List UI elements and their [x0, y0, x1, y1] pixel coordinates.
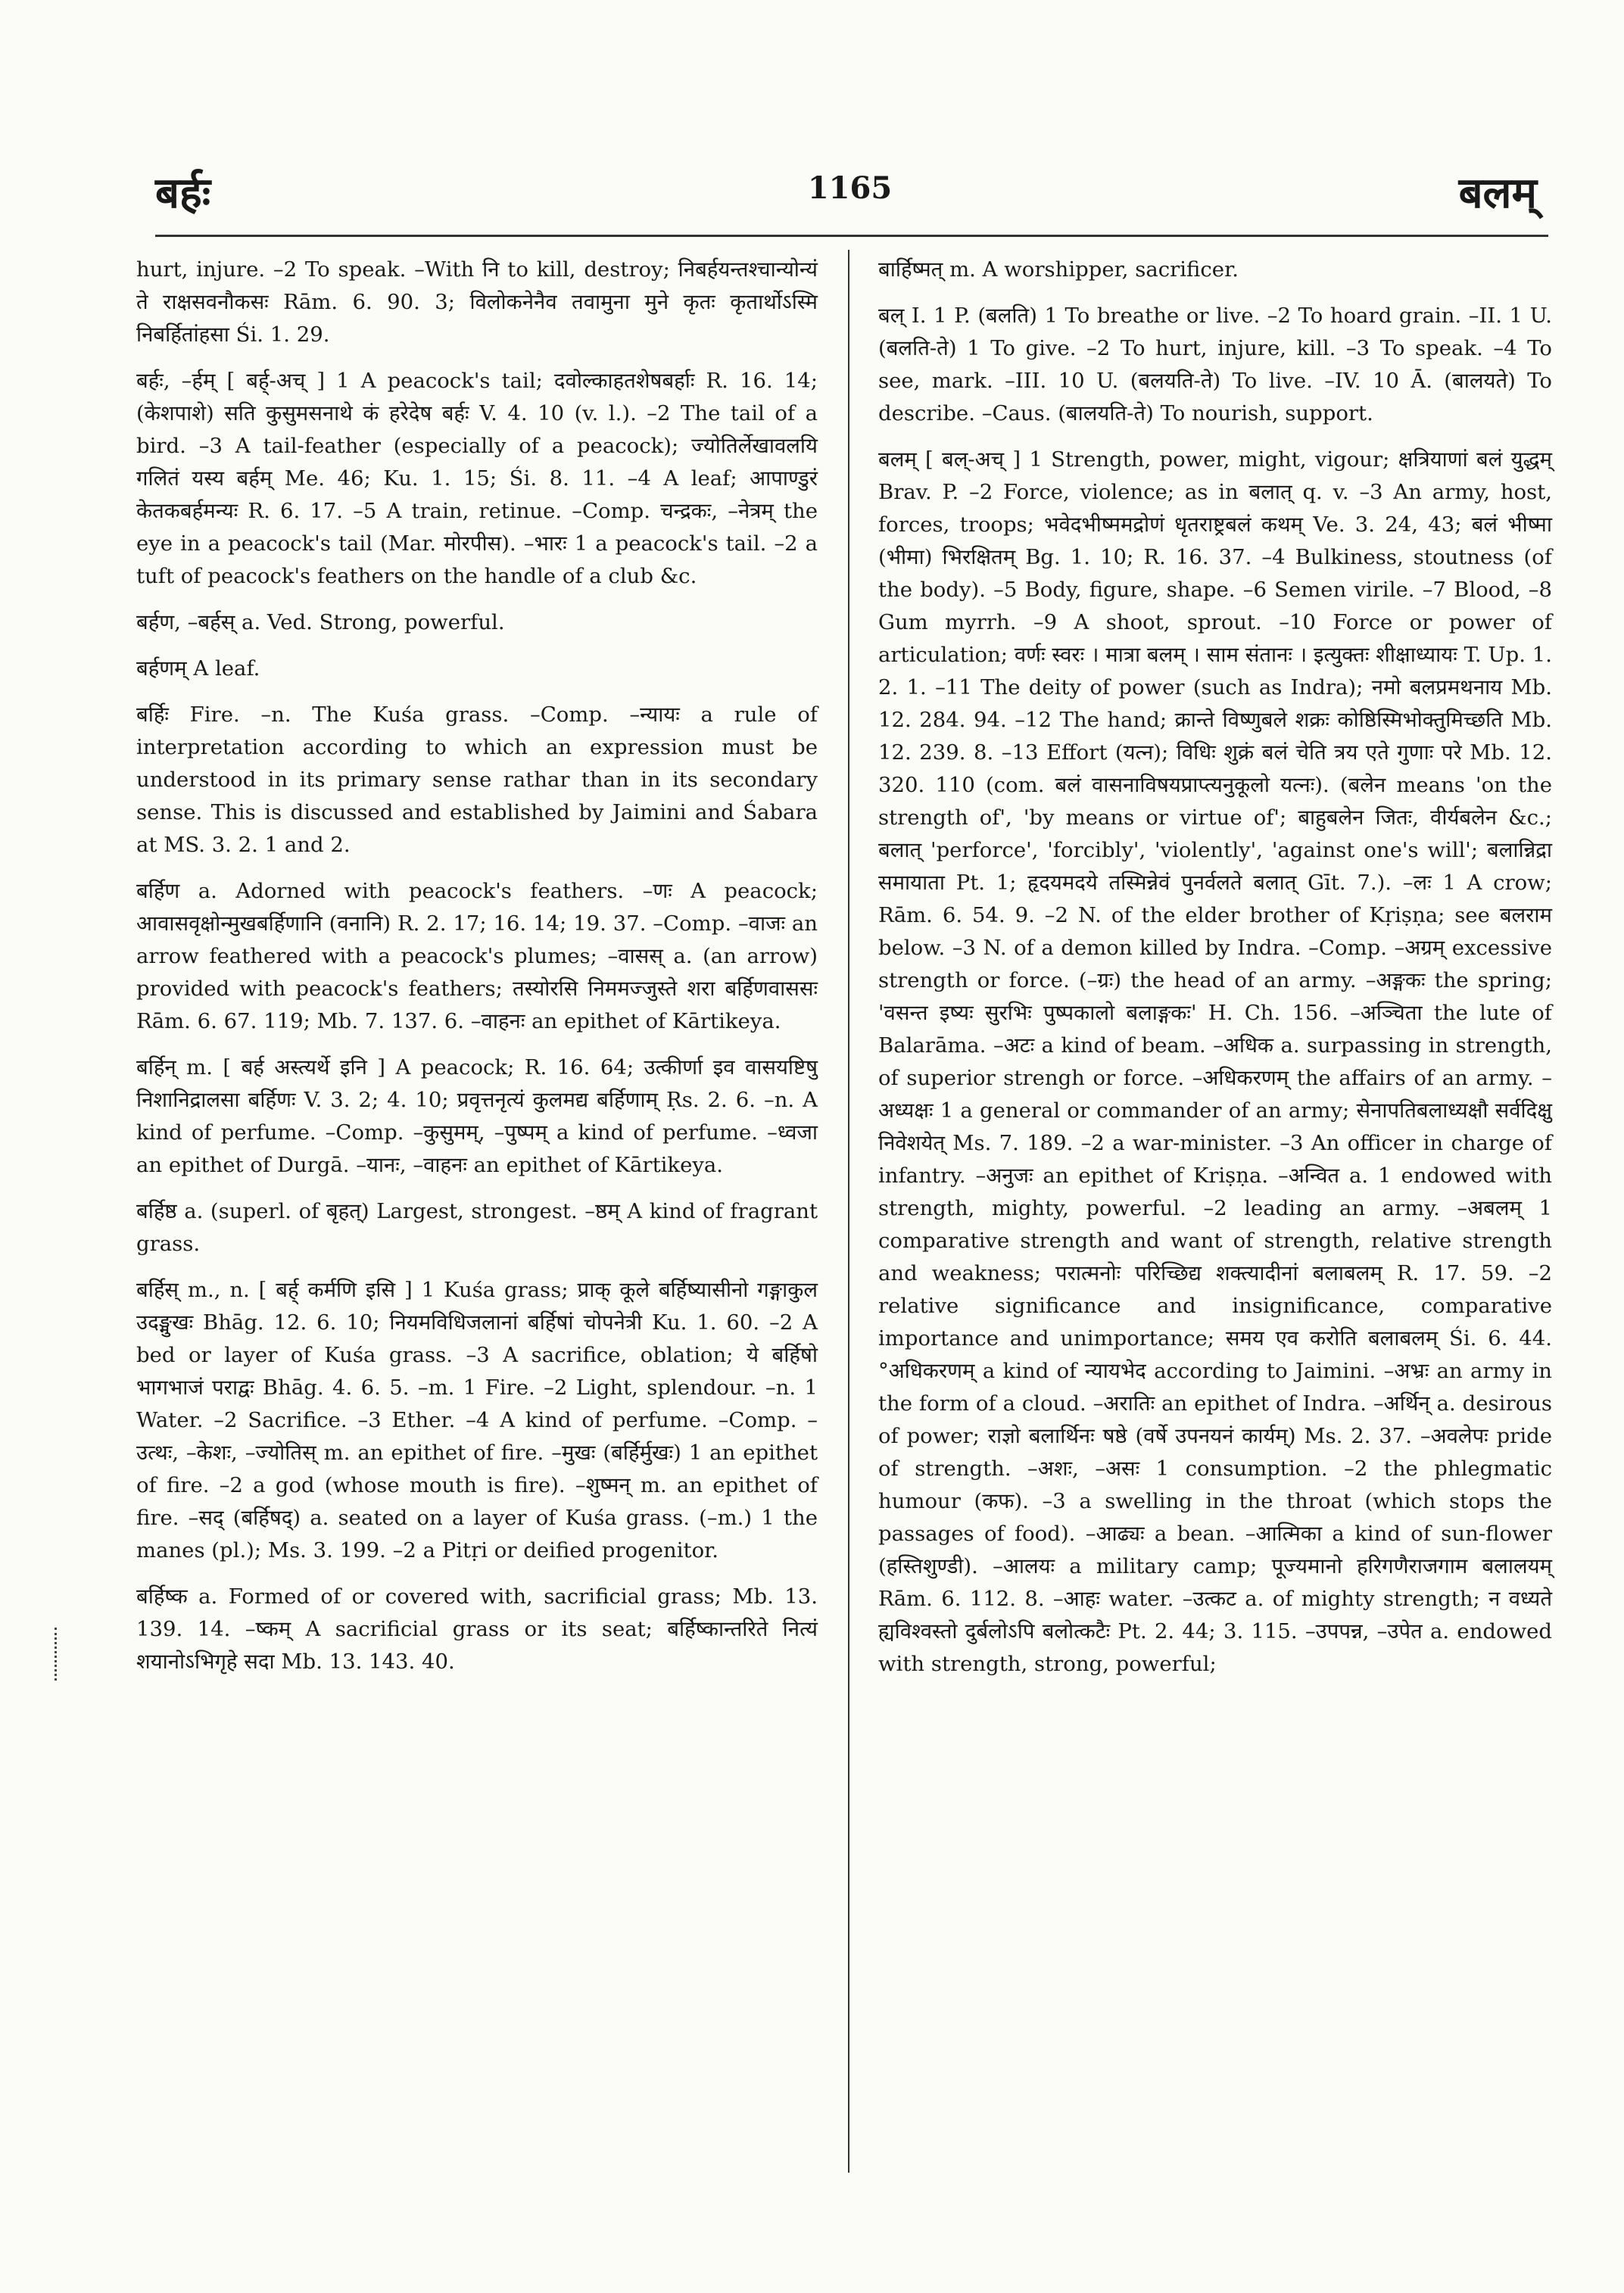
entry-barhana: बर्हण, –बर्हस् a. Ved. Strong, powerful.	[136, 610, 505, 634]
entry-continuation: hurt, injure. –2 To speak. –With नि to kill, destroy; निबर्हयन्तश्चान्योन्यं ते राक्षसवनौकसः Rām. 6. 90. 3; विलोकनेनैव तवामुना मुने कृतः कृतार्थोऽस्मि निबर्हितांहसा Śi. 1. 29.	[136, 257, 818, 347]
entry-barhin: बर्हिन् m. [ बर्ह अस्त्यर्थे इनि ] A peacock; R. 16. 64; उत्कीर्णा इव वासयष्टिषु निशानिद्रालसा बर्हिणः V. 3. 2; 4. 10; प्रवृत्तनृत्यं कुलमद्य बर्हिणाम् Ṛs. 2. 6. –n. A kind of perfume. –Comp. –कुसुमम्, –पुष्पम् a kind of perfume. –ध्वजा an epithet of Durgā. –यानः, –वाहनः an epithet of Kārtikeya.	[136, 1055, 818, 1177]
entry-barhishtha: बर्हिष्ठ a. (superl. of बृहत्) Largest, strongest. –ष्ठम् A kind of fragrant grass.	[136, 1199, 818, 1256]
header-right-headword: बलम्	[1458, 168, 1537, 218]
entry-barhishka: बर्हिष्क a. Formed of or covered with, sacrificial grass; Mb. 13. 139. 14. –ष्कम् A sacrificial grass or its seat; बर्हिष्कान्तरिते नित्यं शयानोऽभिगृहे सदा Mb. 13. 143. 40.	[136, 1584, 818, 1674]
margin-dots	[55, 1628, 57, 1681]
entry-barhis: बर्हिस् m., n. [ बर्ह् कर्मणि इसि ] 1 Kuśa grass; प्राक् कूले बर्हिष्यासीनो गङ्गाकुल उदङ्मुखः Bhāg. 12. 6. 10; नियमविधिजलानां बर्हिषां चोपनेत्री Ku. 1. 60. –2 A bed or layer of Kuśa grass. –3 A sacrifice, oblation; ये बर्हिषो भागभाजं पराद्वः Bhāg. 4. 6. 5. –m. 1 Fire. –2 Light, splendour. –n. 1 Water. –2 Sacrifice. –3 Ether. –4 A kind of perfume. –Comp. –उत्थः, –केशः, –ज्योतिस् m. an epithet of fire. –मुखः (बर्हिर्मुखः) 1 an epithet of fire. –2 a god (whose mouth is fire). –शुष्मन् m. an epithet of fire. –सद् (बर्हिषद्) a. seated on a layer of Kuśa grass. (–m.) 1 the manes (pl.); Ms. 3. 199. –2 a Pitṛi or deified progenitor.	[136, 1278, 818, 1562]
page-number: 1165	[807, 170, 893, 206]
entry-barhanam: बर्हणम् A leaf.	[136, 656, 260, 681]
page-header	[148, 163, 1552, 223]
entry-balam: बलम् [ बल्-अच् ] 1 Strength, power, might, vigour; क्षत्रियाणां बलं युद्धम् Brav. P. –2 Force, violence; as in बलात् q. v. –3 An army, host, forces, troops; भवेदभीष्ममद्रोणं धृतराष्ट्रबलं कथम् Ve. 3. 24, 43; बलं भीष्मा (भीमा) भिरक्षितम् Bg. 1. 10; R. 16. 37. –4 Bulkiness, stoutness (of the body). –5 Body, figure, shape. –6 Semen virile. –7 Blood, –8 Gum myrrh. –9 A shoot, sprout. –10 Force or power of articulation; वर्णः स्वरः । मात्रा बलम् । साम संतानः । इत्युक्तः शीक्षाध्यायः T. Up. 1. 2. 1. –11 The deity of power (such as Indra); नमो बलप्रमथनाय Mb. 12. 284. 94. –12 The hand; क्रान्ते विष्णुबले शक्रः कोष्ठिस्मिभोक्तुमिच्छति Mb. 12. 239. 8. –13 Effort (यत्न); विधिः शुक्रं बलं चेति त्रय एते गुणाः परे Mb. 12. 320. 110 (com. बलं वासनाविषयप्राप्त्यनुकूलो यत्नः). (बलेन means 'on the strength of', 'by means or virtue of'; बाहुबलेन जितः, वीर्यबलेन &c.; बलात् 'perforce', 'forcibly', 'violently', 'against one's will'; बलान्निद्रा समायाता Pt. 1; हृदयमदये तस्मिन्नेवं पुनर्वलते बलात् Gīt. 7.). –लः 1 A crow; Rām. 6. 54. 9. –2 N. of the elder brother of Kṛiṣṇa; see बलराम below. –3 N. of a demon killed by Indra. –Comp. –अग्रम् excessive strength or force. (–ग्रः) the head of an army. –अङ्गकः the spring; 'वसन्त इष्यः सुरभिः पुष्पकालो बलाङ्गकः' H. Ch. 156. –अञ्चिता the lute of Balarāma. –अटः a kind of beam. –अधिक a. surpassing in strength, of superior strengh or force. –अधिकरणम् the affairs of an army. –अध्यक्षः 1 a general or commander of an army; सेनापतिबलाध्यक्षौ सर्वदिक्षु निवेशयेत् Ms. 7. 189. –2 a war-minister. –3 An officer in charge of infantry. –अनुजः an epithet of Kriṣṇa. –अन्वित a. 1 endowed with strength, mighty, powerful. –2 leading an army. –अबलम् 1 comparative strength and want of strength, relative strength and weakness; परात्मनोः परिच्छिद्य शक्त्यादीनां बलाबलम् R. 17. 59. –2 relative significance and insignificance, comparative importance and unimportance; समय एव करोति बलाबलम् Śi. 6. 44. °अधिकरणम् a kind of न्यायभेद according to Jaimini. –अभ्रः an army in the form of a cloud. –अरातिः an epithet of Indra. –अर्थिन् a. desirous of power; राज्ञो बलार्थिनः षष्ठे (वर्षे उपनयनं कार्यम्) Ms. 2. 37. –अवलेपः pride of strength. –अशः, –असः 1 consumption. –2 the phlegmatic humour (कफ). –3 a swelling in the throat (which stops the passages of food). –आढ्यः a bean. –आत्मिका a kind of sun-flower (हस्तिशुण्डी). –आलयः a military camp; पूज्यमानो हरिगणैराजगाम बलालयम् Rām. 6. 112. 8. –आहः water. –उत्कट a. of mighty strength; न वध्यते ह्यविश्वस्तो दुर्बलोऽपि बलोत्कटैः Pt. 2. 44; 3. 115. –उपपन्न, –उपेत a. endowed with strength, strong, powerful;	[878, 447, 1552, 1676]
header-rule	[155, 235, 1548, 237]
left-column	[136, 254, 818, 1692]
entry-bal: बल् I. 1 P. (बलति) 1 To breathe or live. –2 To hoard grain. –II. 1 U. (बलति-ते) 1 To give. –2 To hurt, injure, kill. –3 To speak. –4 To see, mark. –III. 10 U. (बलयति-ते) To live. –IV. 10 Ā. (बालयते) To describe. –Caus. (बालयति-ते) To nourish, support.	[878, 304, 1552, 425]
column-divider	[848, 250, 849, 2173]
right-column	[878, 254, 1552, 1694]
entry-barhah: बर्हः, –र्हम् [ बर्ह्-अच् ] 1 A peacock's tail; दवोल्काहतशेषबर्हाः R. 16. 14; (केशपाशे) सति कुसुमसनाथे कं हरेदेष बर्हः V. 4. 10 (v. l.). –2 The tail of a bird. –3 A tail-feather (especially of a peacock); ज्योतिर्लेखावलयि गलितं यस्य बर्हम् Me. 46; Ku. 1. 15; Śi. 8. 11. –4 A leaf; आपाण्डुरं केतकबर्हमन्यः R. 6. 17. –5 A train, retinue. –Comp. चन्द्रकः, –नेत्रम् the eye in a peacock's tail (Mar. मोरपीस). –भारः 1 a peacock's tail. –2 a tuft of peacock's feathers on the handle of a club &c.	[136, 369, 818, 588]
entry-barhih: बर्हिः Fire. –n. The Kuśa grass. –Comp. –न्यायः a rule of interpretation according to which an expression must be understood in its primary sense rathar than in its secondary sense. This is discussed and established by Jaimini and Śabara at MS. 3. 2. 1 and 2.	[136, 703, 818, 857]
header-left-headword: बर्हः	[155, 168, 211, 218]
entry-barhishmat: बार्हिष्मत् m. A worshipper, sacrificer.	[878, 257, 1239, 282]
entry-barhina: बर्हिण a. Adorned with peacock's feathers. –णः A peacock; आवासवृक्षोन्मुखबर्हिणानि (वनानि) R. 2. 17; 16. 14; 19. 37. –Comp. –वाजः an arrow feathered with a peacock's plumes; –वासस् a. (an arrow) provided with peacock's feathers; तस्योरसि निममज्जुस्ते शरा बर्हिणवाससः Rām. 6. 67. 119; Mb. 7. 137. 6. –वाहनः an epithet of Kārtikeya.	[136, 879, 818, 1033]
